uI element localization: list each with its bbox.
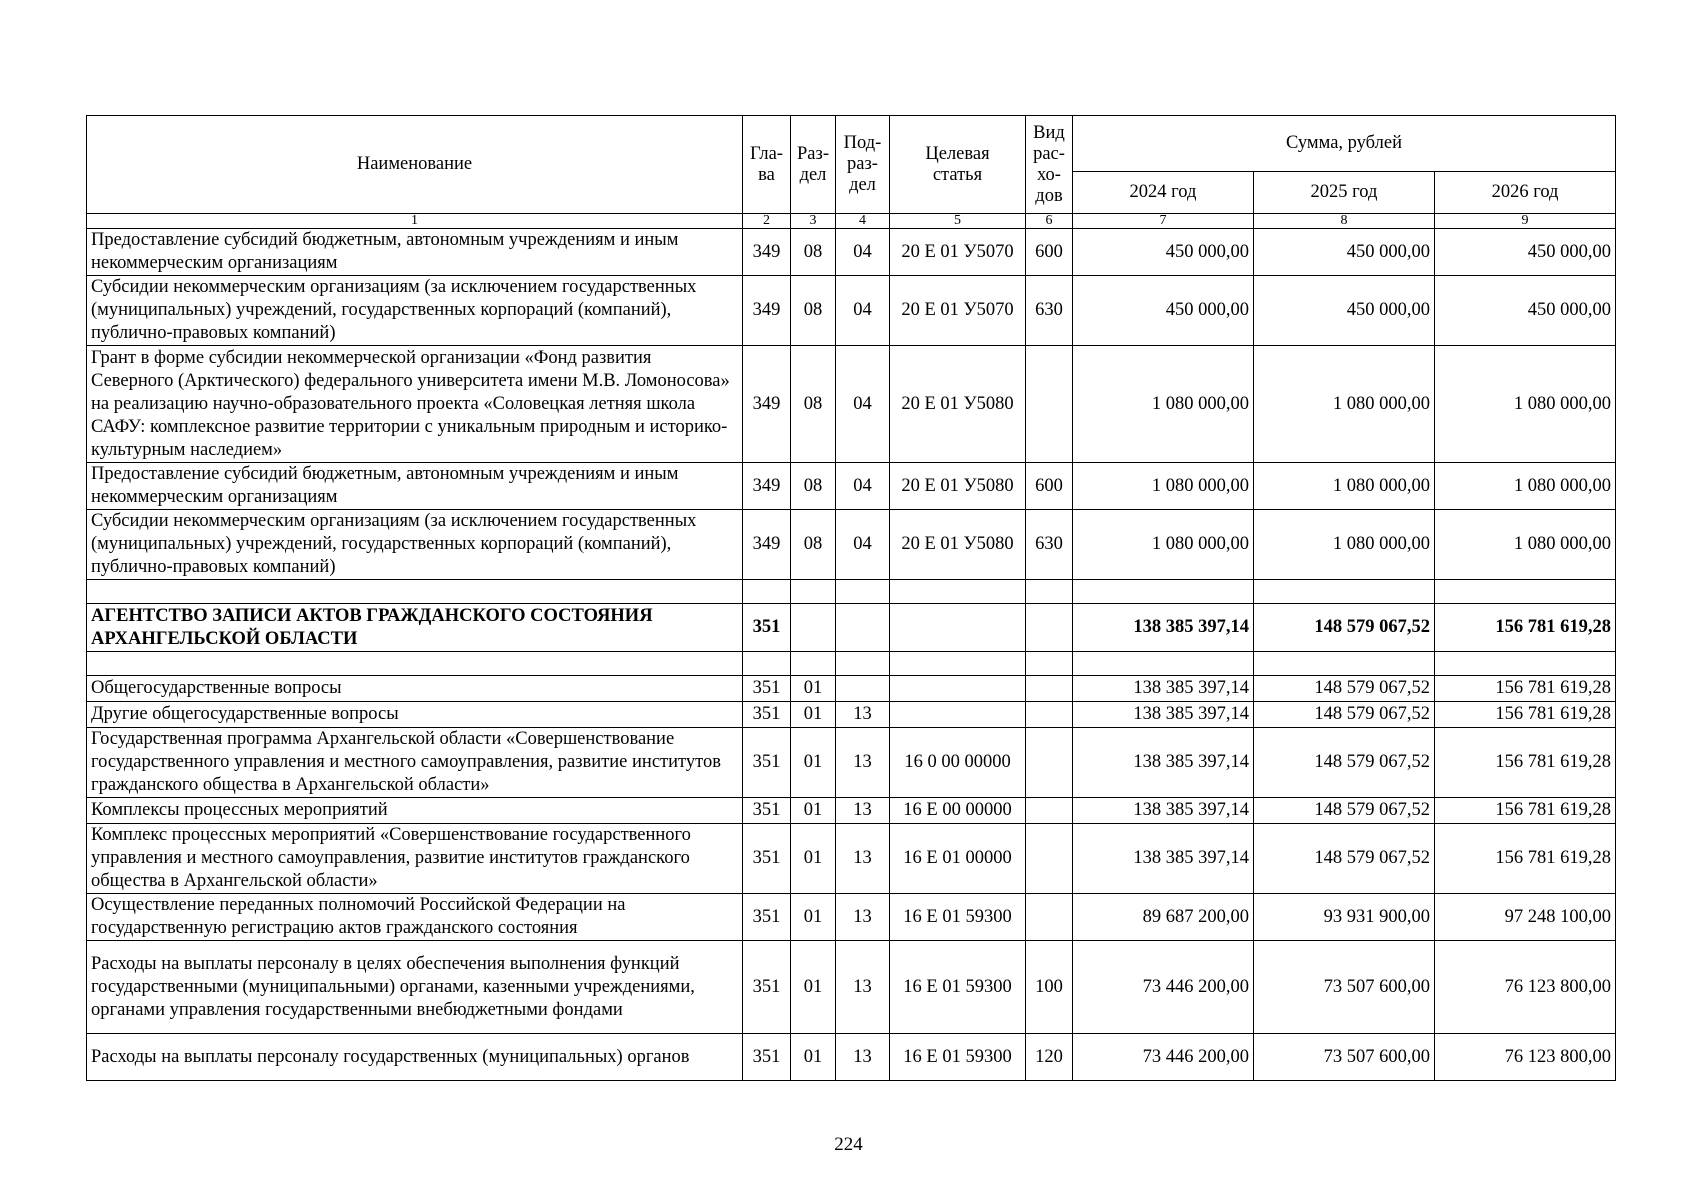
row-amount-2026: 1 080 000,00 bbox=[1435, 463, 1616, 510]
header-sum: Сумма, рублей bbox=[1073, 116, 1616, 172]
row-expense-type bbox=[1026, 798, 1073, 824]
row-expense-type: 100 bbox=[1026, 941, 1073, 1034]
row-subsection: 13 bbox=[836, 824, 890, 894]
row-amount-2026: 1 080 000,00 bbox=[1435, 510, 1616, 580]
row-amount-2025: 1 080 000,00 bbox=[1254, 463, 1435, 510]
column-number: 2 bbox=[743, 214, 791, 229]
row-chapter: 351 bbox=[743, 702, 791, 728]
row-subsection: 04 bbox=[836, 510, 890, 580]
header-year-2024: 2024 год bbox=[1073, 172, 1254, 214]
row-name: Государственная программа Архангельской области «Совершенствование государственного управления и местного самоуправления, развитие институтов гражданского общества в Архангельской области» bbox=[87, 728, 743, 798]
row-chapter: 351 bbox=[743, 676, 791, 702]
row-amount-2025: 148 579 067,52 bbox=[1254, 604, 1435, 652]
row-subsection bbox=[836, 676, 890, 702]
row-section: 01 bbox=[791, 702, 836, 728]
row-section: 01 bbox=[791, 824, 836, 894]
row-amount-2026 bbox=[1435, 580, 1616, 604]
row-subsection: 13 bbox=[836, 702, 890, 728]
row-amount-2026: 156 781 619,28 bbox=[1435, 702, 1616, 728]
row-name bbox=[87, 652, 743, 676]
row-expense-type bbox=[1026, 728, 1073, 798]
column-number: 1 bbox=[87, 214, 743, 229]
row-amount-2026: 156 781 619,28 bbox=[1435, 676, 1616, 702]
table-row bbox=[87, 463, 1616, 510]
row-expense-type bbox=[1026, 702, 1073, 728]
table-row bbox=[87, 346, 1616, 463]
row-expense-type bbox=[1026, 676, 1073, 702]
table-body bbox=[87, 229, 1616, 1081]
row-amount-2024 bbox=[1073, 580, 1254, 604]
row-amount-2026: 1 080 000,00 bbox=[1435, 346, 1616, 463]
row-amount-2025: 450 000,00 bbox=[1254, 229, 1435, 276]
row-target-article: 16 Е 01 59300 bbox=[890, 1034, 1026, 1081]
table-row bbox=[87, 941, 1616, 1034]
row-section: 08 bbox=[791, 463, 836, 510]
table-row bbox=[87, 676, 1616, 702]
page-number: 224 bbox=[834, 1134, 863, 1155]
row-expense-type: 120 bbox=[1026, 1034, 1073, 1081]
row-expense-type: 600 bbox=[1026, 229, 1073, 276]
row-section: 01 bbox=[791, 676, 836, 702]
row-amount-2025 bbox=[1254, 580, 1435, 604]
row-amount-2025: 73 507 600,00 bbox=[1254, 941, 1435, 1034]
row-amount-2024: 138 385 397,14 bbox=[1073, 728, 1254, 798]
row-amount-2025: 148 579 067,52 bbox=[1254, 702, 1435, 728]
row-name: Субсидии некоммерческим организациям (за исключением государственных (муниципальных) учреждений, государственных корпораций (компаний), публично-правовых компаний) bbox=[87, 510, 743, 580]
row-section: 01 bbox=[791, 728, 836, 798]
header-expense-type: Вид рас- хо- дов bbox=[1026, 116, 1073, 214]
row-amount-2025: 148 579 067,52 bbox=[1254, 824, 1435, 894]
row-amount-2026: 76 123 800,00 bbox=[1435, 1034, 1616, 1081]
row-name: Субсидии некоммерческим организациям (за исключением государственных (муниципальных) учреждений, государственных корпораций (компаний), публично-правовых компаний) bbox=[87, 276, 743, 346]
row-chapter: 349 bbox=[743, 346, 791, 463]
row-amount-2026 bbox=[1435, 652, 1616, 676]
row-chapter: 351 bbox=[743, 604, 791, 652]
row-amount-2026: 156 781 619,28 bbox=[1435, 604, 1616, 652]
row-section bbox=[791, 604, 836, 652]
row-amount-2024: 73 446 200,00 bbox=[1073, 941, 1254, 1034]
row-chapter: 351 bbox=[743, 798, 791, 824]
row-chapter: 351 bbox=[743, 941, 791, 1034]
row-name: Другие общегосударственные вопросы bbox=[87, 702, 743, 728]
row-amount-2024: 138 385 397,14 bbox=[1073, 798, 1254, 824]
row-chapter: 351 bbox=[743, 728, 791, 798]
row-amount-2025: 450 000,00 bbox=[1254, 276, 1435, 346]
row-name: АГЕНТСТВО ЗАПИСИ АКТОВ ГРАЖДАНСКОГО СОСТОЯНИЯ АРХАНГЕЛЬСКОЙ ОБЛАСТИ bbox=[87, 604, 743, 652]
row-amount-2024: 450 000,00 bbox=[1073, 276, 1254, 346]
row-amount-2024: 1 080 000,00 bbox=[1073, 346, 1254, 463]
row-subsection: 04 bbox=[836, 276, 890, 346]
row-amount-2024 bbox=[1073, 652, 1254, 676]
row-section: 08 bbox=[791, 510, 836, 580]
column-number: 7 bbox=[1073, 214, 1254, 229]
header-target-article: Целевая статья bbox=[890, 116, 1026, 214]
row-subsection: 13 bbox=[836, 894, 890, 941]
row-amount-2024: 138 385 397,14 bbox=[1073, 824, 1254, 894]
row-section: 08 bbox=[791, 346, 836, 463]
row-expense-type bbox=[1026, 346, 1073, 463]
row-subsection bbox=[836, 580, 890, 604]
table-row bbox=[87, 580, 1616, 604]
column-number: 6 bbox=[1026, 214, 1073, 229]
row-subsection bbox=[836, 604, 890, 652]
table-row bbox=[87, 652, 1616, 676]
row-expense-type: 630 bbox=[1026, 276, 1073, 346]
row-target-article bbox=[890, 652, 1026, 676]
row-amount-2025: 93 931 900,00 bbox=[1254, 894, 1435, 941]
header-chapter: Гла- ва bbox=[743, 116, 791, 214]
row-chapter: 349 bbox=[743, 463, 791, 510]
row-section: 01 bbox=[791, 1034, 836, 1081]
row-expense-type: 630 bbox=[1026, 510, 1073, 580]
table-row bbox=[87, 604, 1616, 652]
row-expense-type: 600 bbox=[1026, 463, 1073, 510]
column-number: 4 bbox=[836, 214, 890, 229]
header-name: Наименование bbox=[87, 116, 743, 214]
row-amount-2024: 138 385 397,14 bbox=[1073, 702, 1254, 728]
row-subsection: 13 bbox=[836, 941, 890, 1034]
column-number: 8 bbox=[1254, 214, 1435, 229]
row-name: Комплексы процессных мероприятий bbox=[87, 798, 743, 824]
row-chapter: 351 bbox=[743, 1034, 791, 1081]
row-section: 01 bbox=[791, 941, 836, 1034]
header-subsection: Под- раз- дел bbox=[836, 116, 890, 214]
row-name: Предоставление субсидий бюджетным, автономным учреждениям и иным некоммерческим организациям bbox=[87, 229, 743, 276]
row-amount-2025: 148 579 067,52 bbox=[1254, 676, 1435, 702]
row-amount-2024: 1 080 000,00 bbox=[1073, 463, 1254, 510]
column-number: 9 bbox=[1435, 214, 1616, 229]
row-target-article: 20 Е 01 У5070 bbox=[890, 229, 1026, 276]
column-number-row bbox=[87, 214, 1616, 229]
row-amount-2024: 89 687 200,00 bbox=[1073, 894, 1254, 941]
row-name: Общегосударственные вопросы bbox=[87, 676, 743, 702]
row-target-article: 16 Е 01 59300 bbox=[890, 894, 1026, 941]
row-section bbox=[791, 652, 836, 676]
row-amount-2026: 450 000,00 bbox=[1435, 276, 1616, 346]
column-number: 5 bbox=[890, 214, 1026, 229]
row-section: 01 bbox=[791, 894, 836, 941]
row-name: Расходы на выплаты персоналу в целях обеспечения выполнения функций государственными (муниципальными) органами, казенными учреждениями, органами управления государственными внебюджетными фондами bbox=[87, 941, 743, 1034]
row-subsection: 13 bbox=[836, 798, 890, 824]
row-subsection: 13 bbox=[836, 728, 890, 798]
row-chapter: 351 bbox=[743, 824, 791, 894]
row-target-article: 20 Е 01 У5080 bbox=[890, 463, 1026, 510]
row-target-article bbox=[890, 580, 1026, 604]
row-amount-2025: 148 579 067,52 bbox=[1254, 798, 1435, 824]
table-row bbox=[87, 728, 1616, 798]
row-expense-type bbox=[1026, 824, 1073, 894]
table-row bbox=[87, 1034, 1616, 1081]
header-year-2026: 2026 год bbox=[1435, 172, 1616, 214]
row-name: Грант в форме субсидии некоммерческой организации «Фонд развития Северного (Арктического) федерального университета имени М.В. Ломоносова» на реализацию научно-образовательного проекта «Соловецкая летняя школа САФУ: комплексное развитие территории с уникальным природным и историко-культурным наследием» bbox=[87, 346, 743, 463]
row-subsection: 04 bbox=[836, 463, 890, 510]
row-subsection bbox=[836, 652, 890, 676]
row-name bbox=[87, 580, 743, 604]
budget-table bbox=[86, 115, 1616, 1081]
row-section: 08 bbox=[791, 276, 836, 346]
row-chapter: 349 bbox=[743, 229, 791, 276]
row-name: Осуществление переданных полномочий Российской Федерации на государственную регистрацию актов гражданского состояния bbox=[87, 894, 743, 941]
row-expense-type bbox=[1026, 580, 1073, 604]
row-amount-2026: 156 781 619,28 bbox=[1435, 798, 1616, 824]
row-target-article: 16 Е 01 59300 bbox=[890, 941, 1026, 1034]
table-row bbox=[87, 229, 1616, 276]
row-amount-2025: 73 507 600,00 bbox=[1254, 1034, 1435, 1081]
row-amount-2026: 156 781 619,28 bbox=[1435, 728, 1616, 798]
row-target-article: 20 Е 01 У5080 bbox=[890, 346, 1026, 463]
row-target-article: 20 Е 01 У5080 bbox=[890, 510, 1026, 580]
row-target-article bbox=[890, 676, 1026, 702]
header-section: Раз- дел bbox=[791, 116, 836, 214]
row-target-article: 16 Е 00 00000 bbox=[890, 798, 1026, 824]
row-expense-type bbox=[1026, 604, 1073, 652]
row-section: 08 bbox=[791, 229, 836, 276]
table-row bbox=[87, 894, 1616, 941]
row-amount-2026: 76 123 800,00 bbox=[1435, 941, 1616, 1034]
row-amount-2025 bbox=[1254, 652, 1435, 676]
row-chapter bbox=[743, 580, 791, 604]
row-name: Предоставление субсидий бюджетным, автономным учреждениям и иным некоммерческим организациям bbox=[87, 463, 743, 510]
table-row bbox=[87, 702, 1616, 728]
row-target-article bbox=[890, 702, 1026, 728]
row-amount-2025: 148 579 067,52 bbox=[1254, 728, 1435, 798]
row-target-article bbox=[890, 604, 1026, 652]
row-subsection: 04 bbox=[836, 346, 890, 463]
row-amount-2024: 450 000,00 bbox=[1073, 229, 1254, 276]
row-target-article: 16 0 00 00000 bbox=[890, 728, 1026, 798]
row-section: 01 bbox=[791, 798, 836, 824]
row-amount-2025: 1 080 000,00 bbox=[1254, 346, 1435, 463]
row-amount-2024: 138 385 397,14 bbox=[1073, 604, 1254, 652]
row-name: Расходы на выплаты персоналу государственных (муниципальных) органов bbox=[87, 1034, 743, 1081]
row-amount-2026: 450 000,00 bbox=[1435, 229, 1616, 276]
row-name: Комплекс процессных мероприятий «Совершенствование государственного управления и местного самоуправления, развитие институтов гражданского общества в Архангельской области» bbox=[87, 824, 743, 894]
row-chapter bbox=[743, 652, 791, 676]
row-subsection: 04 bbox=[836, 229, 890, 276]
table-row bbox=[87, 824, 1616, 894]
header-year-2025: 2025 год bbox=[1254, 172, 1435, 214]
row-amount-2024: 73 446 200,00 bbox=[1073, 1034, 1254, 1081]
row-expense-type bbox=[1026, 652, 1073, 676]
row-amount-2026: 156 781 619,28 bbox=[1435, 824, 1616, 894]
row-subsection: 13 bbox=[836, 1034, 890, 1081]
row-amount-2025: 1 080 000,00 bbox=[1254, 510, 1435, 580]
row-target-article: 20 Е 01 У5070 bbox=[890, 276, 1026, 346]
column-number: 3 bbox=[791, 214, 836, 229]
row-section bbox=[791, 580, 836, 604]
row-amount-2024: 138 385 397,14 bbox=[1073, 676, 1254, 702]
row-amount-2024: 1 080 000,00 bbox=[1073, 510, 1254, 580]
table-row bbox=[87, 798, 1616, 824]
row-amount-2026: 97 248 100,00 bbox=[1435, 894, 1616, 941]
row-chapter: 349 bbox=[743, 510, 791, 580]
row-chapter: 349 bbox=[743, 276, 791, 346]
row-target-article: 16 Е 01 00000 bbox=[890, 824, 1026, 894]
table-row bbox=[87, 510, 1616, 580]
row-chapter: 351 bbox=[743, 894, 791, 941]
table-row bbox=[87, 276, 1616, 346]
row-expense-type bbox=[1026, 894, 1073, 941]
